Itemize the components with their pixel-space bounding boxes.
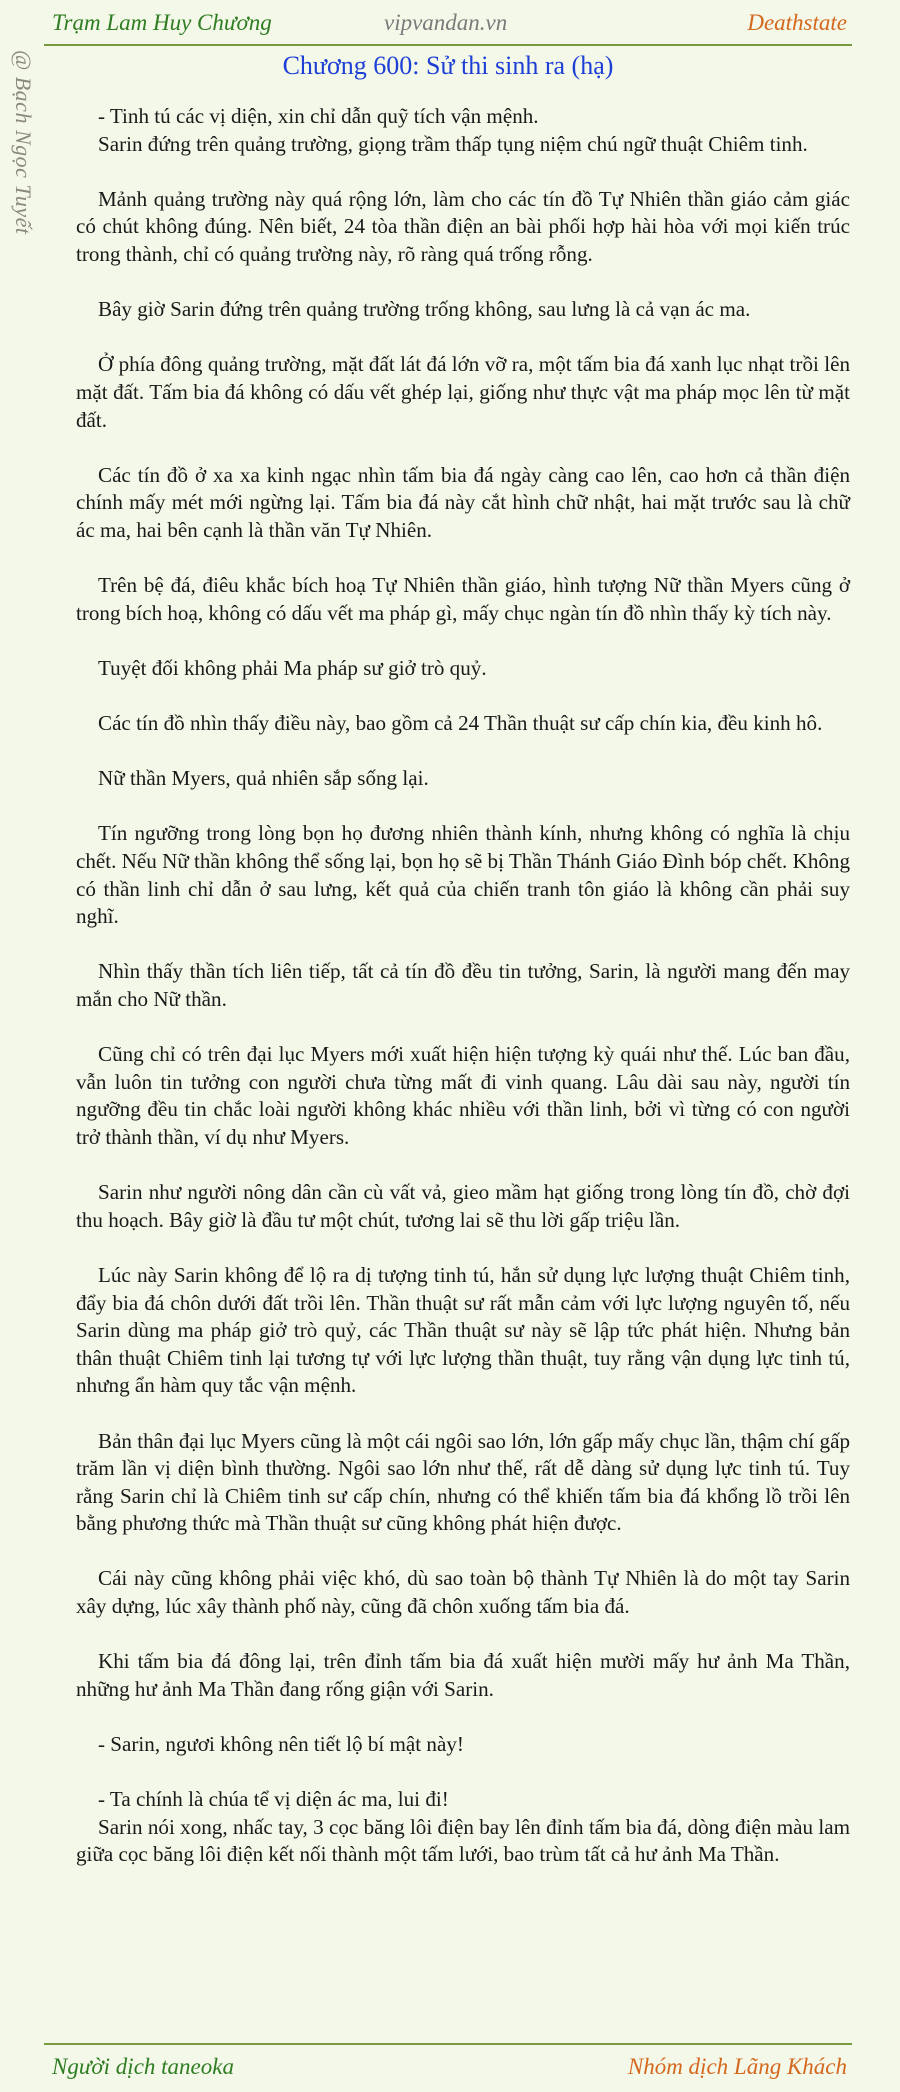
dialogue-line: - Sarin, ngươi không nên tiết lộ bí mật này! xyxy=(98,1732,464,1757)
paragraph: Bản thân đại lục Myers cũng là một cái ngôi sao lớn, lớn gấp mấy chục lần, thậm chí gấp trăm lần vị diện bình thường. Ngôi sao lớn như thế, rất dễ dàng sử dụng lực tinh tú. Tuy rằng Sarin chỉ là Chiêm tinh sư cấp chín, nhưng có thể khiến tấm bia đá khổng lồ trồi lên bằng phương thức mà Thần thuật sư cũng không phát hiện được. xyxy=(76,1428,850,1536)
header-domain: vipvandan.vn xyxy=(384,10,508,35)
paragraph: Cái này cũng không phải việc khó, dù sao toàn bộ thành Tự Nhiên là do một tay Sarin xây dựng, lúc xây thành phố này, cũng đã chôn xuống tấm bia đá. xyxy=(76,1566,850,1619)
page-footer xyxy=(44,2043,852,2092)
paragraph: Sarin như người nông dân cần cù vất vả, gieo mầm hạt giống trong lòng tín đồ, chờ đợi thu hoạch. Bây giờ là đầu tư một chút, tương lai sẽ thu lời gấp triệu lần. xyxy=(76,1180,850,1232)
paragraph: Cũng chỉ có trên đại lục Myers mới xuất hiện hiện tượng kỳ quái như thế. Lúc ban đầu, vẫn luôn tin tưởng con người chưa từng mất đi vinh quang. Lâu dài sau này, người tín ngưỡng đều tin chắc loài người không khác nhiều với thần linh, bởi vì từng có con người trở thành thần, ví dụ như Myers. xyxy=(76,1042,850,1149)
page-frame xyxy=(44,0,852,2090)
sidebar-credit: @ Bạch Ngọc Tuyết xyxy=(11,50,36,235)
chapter-title: Chương 600: Sử thi sinh ra (hạ) xyxy=(282,51,614,80)
header-site-name: Trạm Lam Huy Chương xyxy=(52,10,272,35)
paragraph: Lúc này Sarin không để lộ ra dị tượng tinh tú, hắn sử dụng lực lượng thuật Chiêm tinh, đẩy bia đá chôn dưới đất trồi lên. Thần thuật sư rất mẫn cảm với lực lượng nguyên tố, nếu Sarin dùng ma pháp giở trò quỷ, các Thần thuật sư này sẽ lập tức phát hiện. Nhưng bản thân thuật Chiêm tinh lại tương tự với lực lượng thần thuật, tuy rằng vận dụng lực tinh tú, nhưng ẩn hàm quy tắc vận mệnh. xyxy=(76,1262,850,1398)
paragraph: Mảnh quảng trường này quá rộng lớn, làm cho các tín đồ Tự Nhiên thần giáo cảm giác có chút không đúng. Nên biết, 24 tòa thần điện an bài phối hợp hài hòa với mọi kiến trúc trong thành, chỉ có quảng trường này, rõ ràng quá trống rỗng. xyxy=(76,186,850,266)
chapter-content xyxy=(76,103,850,1869)
paragraph: Tuyệt đối không phải Ma pháp sư giở trò quỷ. xyxy=(98,655,487,680)
paragraph: Sarin nói xong, nhấc tay, 3 cọc băng lôi điện bay lên đỉnh tấm bia đá, dòng điện màu lam giữa cọc băng lôi điện kết nối thành một tấm lưới, bao trùm tất cả hư ảnh Ma Thần. xyxy=(76,1814,850,1867)
paragraph: Các tín đồ ở xa xa kinh ngạc nhìn tấm bia đá ngày càng cao lên, cao hơn cả thần điện chính mấy mét mới ngừng lại. Tấm bia đá này cắt hình chữ nhật, hai mặt trước sau là chữ ác ma, hai bên cạnh là thần văn Tự Nhiên. xyxy=(76,462,850,542)
footer-translation-group: Nhóm dịch Lãng Khách xyxy=(627,2054,847,2079)
paragraph: Nữ thần Myers, quả nhiên sắp sống lại. xyxy=(98,766,429,791)
paragraph: Bây giờ Sarin đứng trên quảng trường trống không, sau lưng là cả vạn ác ma. xyxy=(98,297,751,322)
paragraph: Tín ngưỡng trong lòng bọn họ đương nhiên thành kính, nhưng không có nghĩa là chịu chết. Nếu Nữ thần không thể sống lại, bọn họ sẽ bị Thần Thánh Giáo Đình bóp chết. Không có thần linh chỉ dẫn ở sau lưng, kết quả của chiến tranh tôn giáo là không cần phải suy nghĩ. xyxy=(76,821,851,929)
paragraph: Nhìn thấy thần tích liên tiếp, tất cả tín đồ đều tin tưởng, Sarin, là người mang đến may mắn cho Nữ thần. xyxy=(76,959,850,1011)
paragraph: Khi tấm bia đá đông lại, trên đỉnh tấm bia đá xuất hiện mười mấy hư ảnh Ma Thần, những hư ảnh Ma Thần đang rống giận với Sarin. xyxy=(76,1649,850,1701)
paragraph: Ở phía đông quảng trường, mặt đất lát đá lớn vỡ ra, một tấm bia đá xanh lục nhạt trồi lên mặt đất. Tấm bia đá không có dấu vết ghép lại, giống như thực vật ma pháp mọc lên từ mặt đất. xyxy=(76,352,850,432)
footer-translator: Người dịch taneoka xyxy=(52,2054,234,2079)
page-header xyxy=(44,0,852,46)
paragraph: Các tín đồ nhìn thấy điều này, bao gồm cả 24 Thần thuật sư cấp chín kia, đều kinh hô. xyxy=(98,711,823,736)
header-uploader: Deathstate xyxy=(747,10,847,35)
paragraph: - Tinh tú các vị diện, xin chỉ dẫn quỹ tích vận mệnh. xyxy=(98,104,539,128)
paragraph: Sarin đứng trên quảng trường, giọng trầm thấp tụng niệm chú ngữ thuật Chiêm tinh. xyxy=(98,131,808,156)
dialogue-line: - Ta chính là chúa tể vị diện ác ma, lui đi! xyxy=(98,1787,449,1812)
paragraph: Trên bệ đá, điêu khắc bích hoạ Tự Nhiên thần giáo, hình tượng Nữ thần Myers cũng ở trong bích hoạ, không có dấu vết ma pháp gì, mấy chục ngàn tín đồ nhìn thấy kỳ tích này. xyxy=(76,573,850,625)
